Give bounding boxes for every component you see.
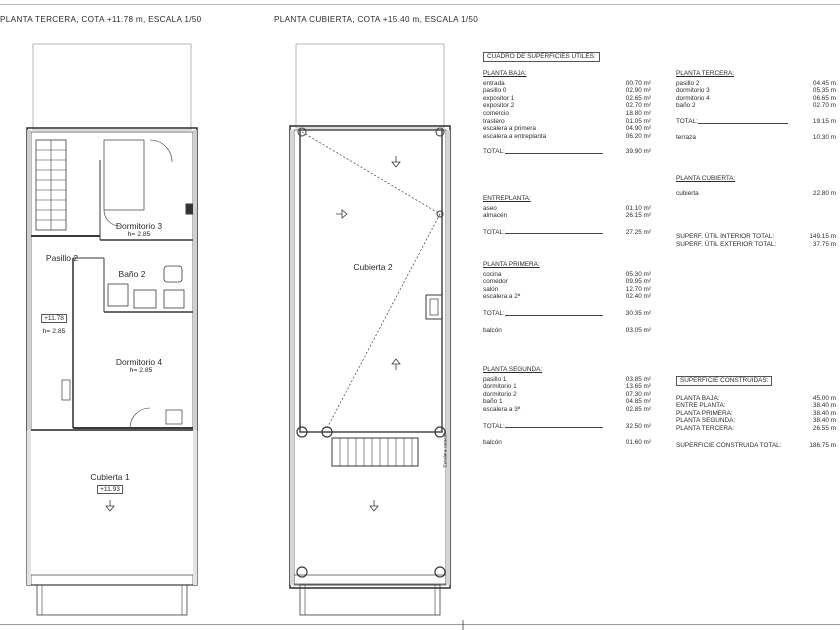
table-row xyxy=(483,212,651,220)
room-height-dormitorio-4: h= 2.85 xyxy=(129,367,153,374)
table-row xyxy=(676,190,836,198)
table-header: ENTREPLANTA: xyxy=(483,195,531,202)
row-name: dormitorio 2 xyxy=(483,390,517,398)
cubierta-1-level: +11.93 xyxy=(97,485,123,494)
row-name: cocina xyxy=(483,270,502,278)
extra-label: balcón xyxy=(483,439,502,447)
table-header: PLANTA PRIMERA: xyxy=(483,261,540,268)
left-plan-title: PLANTA TERCERA, COTA +11.78 m, ESCALA 1/50 xyxy=(0,15,202,24)
stair-label: Escalera caracol xyxy=(442,433,448,468)
row-value: 38.40 m xyxy=(812,409,836,417)
table-total-row xyxy=(483,310,651,318)
row-value: 38.40 m xyxy=(812,402,836,410)
row-value: 22.80 m xyxy=(812,189,836,197)
row-name: PLANTA PRIMERA: xyxy=(676,409,733,417)
row-value: 149.15 m xyxy=(809,233,836,240)
total-label: TOTAL: xyxy=(483,148,505,156)
table-extra-row xyxy=(483,439,651,447)
table-total-row xyxy=(676,118,836,126)
row-value: 18.80 m² xyxy=(625,109,651,117)
row-value: 02.90 m² xyxy=(625,87,651,95)
row-value: 01.10 m² xyxy=(625,204,651,212)
pasillo-height: h= 2.85 xyxy=(42,328,66,335)
row-name: dormitorio 4 xyxy=(676,94,710,102)
row-value: 04.90 m² xyxy=(625,125,651,133)
total-value: 19.15 m xyxy=(812,117,836,125)
table-total-row xyxy=(483,148,651,156)
table-row xyxy=(483,286,651,294)
row-name: expositor 2 xyxy=(483,102,515,110)
table-row xyxy=(483,205,651,213)
table-header: PLANTA TERCERA: xyxy=(676,70,735,77)
row-name: PLANTA TERCERA: xyxy=(676,424,735,432)
room-label-pasillo-2: Pasillo 2 xyxy=(45,253,79,263)
row-name: pasillo 0 xyxy=(483,87,507,95)
table-total-row xyxy=(676,442,836,450)
row-name: almacén xyxy=(483,212,508,220)
extra-label: terraza xyxy=(676,133,696,141)
row-value: 07.30 m² xyxy=(625,390,651,398)
table-row xyxy=(676,233,836,241)
row-name: aseo xyxy=(483,204,497,212)
total-value: 27.25 m² xyxy=(625,228,651,236)
table-planta-tercera xyxy=(676,70,836,141)
row-value: 12.70 m² xyxy=(625,285,651,293)
table-row xyxy=(483,406,651,414)
extra-value: 01.60 m² xyxy=(625,439,651,447)
extra-label: balcón xyxy=(483,326,502,334)
total-value: 39.90 m² xyxy=(625,148,651,156)
table-row xyxy=(676,410,836,418)
table-extra-row xyxy=(676,134,836,142)
room-label-dormitorio-3: Dormitorio 3 xyxy=(115,221,163,231)
extra-value: 10.30 m xyxy=(812,133,836,141)
row-name: comercio xyxy=(483,109,509,117)
row-value: 02.85 m² xyxy=(625,405,651,413)
level-marker: +11.78 xyxy=(41,314,67,323)
table-planta-baja xyxy=(483,70,651,156)
table-row xyxy=(676,80,836,88)
table-row xyxy=(676,87,836,95)
row-name: dormitorio 3 xyxy=(676,87,710,95)
table-total-row xyxy=(483,423,651,431)
table-entreplanta xyxy=(483,195,651,236)
table-row xyxy=(483,391,651,399)
row-name: dormitorio 1 xyxy=(483,383,517,391)
table-header: PLANTA SEGUNDA: xyxy=(483,366,543,373)
row-value: 26.15 m² xyxy=(625,212,651,220)
total-value: 30.35 m² xyxy=(625,309,651,317)
table-row xyxy=(676,395,836,403)
room-label-dormitorio-4: Dormitorio 4 xyxy=(115,357,163,367)
row-value: 02.65 m² xyxy=(625,94,651,102)
table-header: SUPERFICIE CONSTRUIDAS: xyxy=(676,376,772,386)
right-roof-plan xyxy=(290,44,450,615)
row-value: 09.95 m² xyxy=(625,278,651,286)
table-row xyxy=(483,118,651,126)
row-name: cubierta xyxy=(676,189,699,197)
table-row xyxy=(483,80,651,88)
table-planta-cubierta xyxy=(676,175,836,197)
row-name: entrada xyxy=(483,79,505,87)
total-value: 186.75 m xyxy=(809,441,836,449)
row-name: baño 2 xyxy=(676,102,696,110)
row-name: escalera a 2ª xyxy=(483,293,521,301)
total-label: TOTAL: xyxy=(676,117,698,125)
row-value: 04.85 m² xyxy=(625,398,651,406)
table-row xyxy=(676,95,836,103)
row-name: PLANTA SEGUNDA: xyxy=(676,417,736,425)
room-height-dormitorio-3: h= 2.85 xyxy=(127,231,151,238)
cuadro-superficies-heading: CUADRO DE SUPERFICIES ÚTILES: xyxy=(483,52,600,62)
row-name: comedor xyxy=(483,278,508,286)
total-label: TOTAL: xyxy=(483,309,505,317)
table-row xyxy=(483,293,651,301)
table-superficies-totales xyxy=(676,233,836,248)
total-label: TOTAL: xyxy=(483,228,505,236)
row-value: 00.70 m² xyxy=(625,79,651,87)
row-value: 02.70 m² xyxy=(625,102,651,110)
table-row xyxy=(676,402,836,410)
table-total-row xyxy=(483,229,651,237)
table-header: PLANTA BAJA: xyxy=(483,70,527,77)
row-name: SUPERF. ÚTIL INTERIOR TOTAL: xyxy=(676,233,775,240)
cuadro-superficies-title xyxy=(483,52,600,70)
row-name: salón xyxy=(483,285,499,293)
table-superficie-construidas xyxy=(676,376,836,449)
row-value: 02.70 m xyxy=(812,102,836,110)
table-row xyxy=(483,133,651,141)
row-name: expositor 1 xyxy=(483,94,515,102)
room-label-bano-2: Baño 2 xyxy=(118,269,146,279)
row-value: 45.00 m xyxy=(812,394,836,402)
table-row xyxy=(483,278,651,286)
row-name: escalera a primera xyxy=(483,125,536,133)
row-value: 04.45 m xyxy=(812,79,836,87)
table-row xyxy=(483,87,651,95)
table-row xyxy=(676,417,836,425)
total-label: TOTAL: xyxy=(483,422,505,430)
table-row xyxy=(483,110,651,118)
row-name: escalera a 3ª xyxy=(483,405,521,413)
table-row xyxy=(483,271,651,279)
row-name: PLANTA BAJA: xyxy=(676,394,720,402)
table-planta-primera xyxy=(483,261,651,334)
row-value: 03.85 m² xyxy=(625,375,651,383)
area-label-cubierta-1: Cubierta 1 xyxy=(90,472,130,482)
row-name: SUPERF. ÚTIL EXTERIOR TOTAL: xyxy=(676,240,777,248)
row-value: 13.65 m² xyxy=(625,383,651,391)
table-row xyxy=(676,241,836,249)
area-label-cubierta-2: Cubierta 2 xyxy=(353,262,393,272)
table-row xyxy=(483,383,651,391)
row-name: pasillo 1 xyxy=(483,375,507,383)
table-row xyxy=(483,376,651,384)
table-row xyxy=(483,398,651,406)
table-extra-row xyxy=(483,327,651,335)
table-row xyxy=(676,102,836,110)
right-plan-title: PLANTA CUBIERTA, COTA +15.40 m, ESCALA 1/50 xyxy=(274,15,479,24)
row-value: 06.65 m xyxy=(812,94,836,102)
row-value: 02.40 m² xyxy=(625,293,651,301)
row-name: trastero xyxy=(483,117,505,125)
row-value: 01.05 m² xyxy=(625,117,651,125)
total-label: SUPERFICIE CONSTRUIDA TOTAL: xyxy=(676,441,782,449)
row-value: 05.35 m xyxy=(812,87,836,95)
row-name: pasillo 2 xyxy=(676,79,700,87)
row-value: 06.20 m² xyxy=(625,132,651,140)
extra-value: 03.05 m² xyxy=(625,326,651,334)
table-row xyxy=(483,102,651,110)
row-name: escalera a entreplanta xyxy=(483,132,547,140)
row-value: 05.30 m² xyxy=(625,270,651,278)
row-value: 26.55 m xyxy=(812,424,836,432)
table-row xyxy=(483,95,651,103)
total-value: 32.50 m² xyxy=(625,422,651,430)
row-value: 37.75 m xyxy=(812,240,836,248)
table-planta-segunda xyxy=(483,366,651,447)
row-name: baño 1 xyxy=(483,398,503,406)
table-header: PLANTA CUBIERTA: xyxy=(676,175,736,182)
row-name: ENTRE PLANTA: xyxy=(676,402,726,410)
table-row xyxy=(483,125,651,133)
row-value: 38.40 m xyxy=(812,417,836,425)
table-row xyxy=(676,425,836,433)
